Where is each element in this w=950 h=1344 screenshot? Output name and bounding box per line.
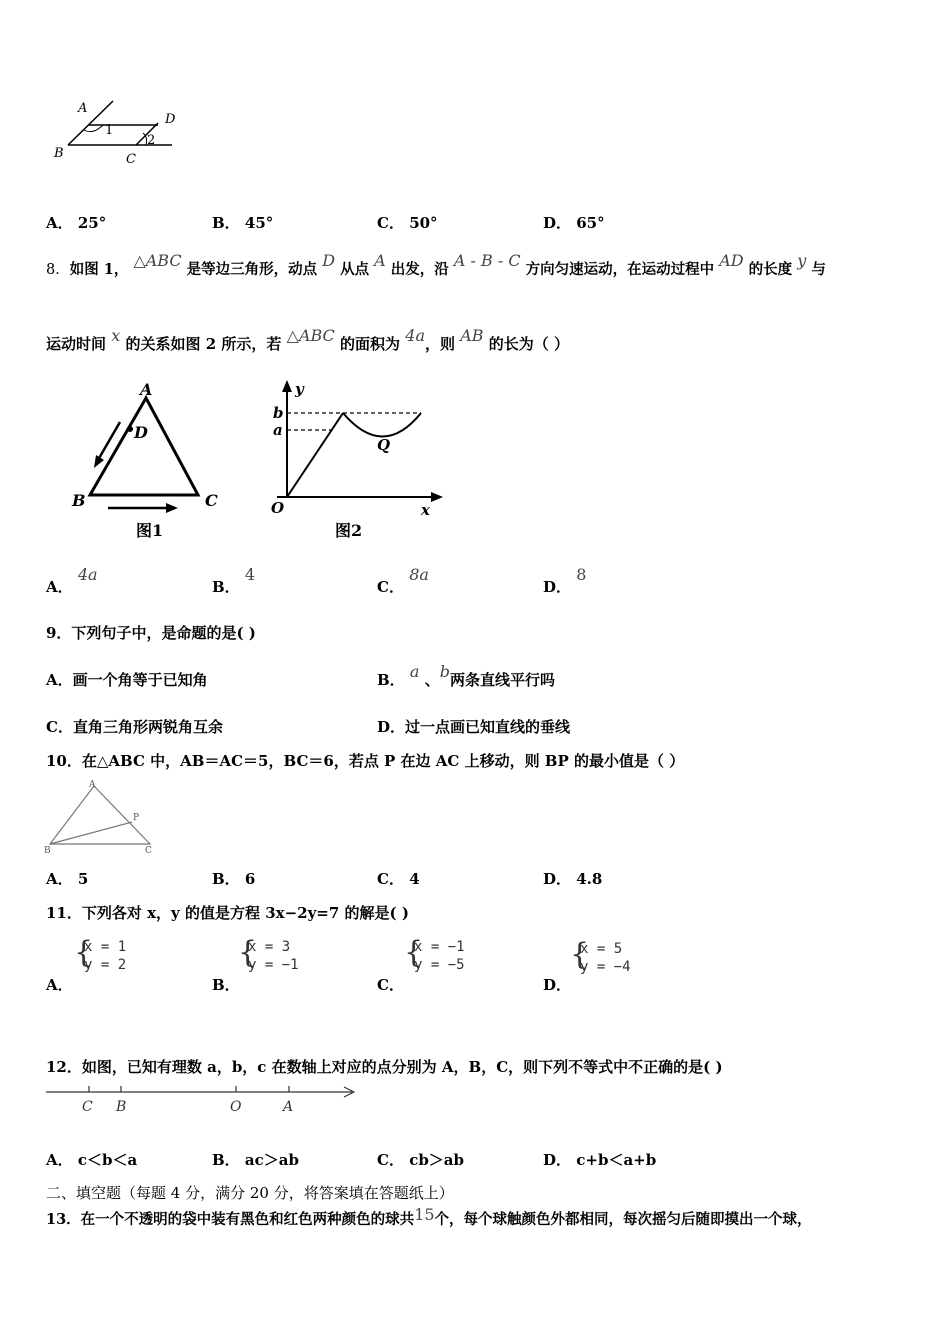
q11-option-b-letter[interactable]: B． [212,976,240,994]
q8-figure-2 [265,380,450,545]
q7-label-d: D [165,112,176,127]
q7-angle-1: 1 [105,123,114,138]
svg-text:C: C [145,846,152,856]
q9-option-a[interactable]: A．画一个角等于已知角 [46,671,208,689]
q11-option-c-system: { x = −1 y = −5 [404,935,465,973]
q7-option-d[interactable]: D． 65° [543,214,605,232]
q10-question: 10．在△ABC 中，AB＝AC＝5，BC＝6，若点 P 在边 AC 上移动，则 BP 的最小值是（ ） [46,752,685,770]
q11-option-d-letter[interactable]: D． [543,976,572,994]
q8-fig2-caption: 图2 [335,521,363,540]
svg-text:P: P [133,813,140,823]
q7-label-c: C [126,152,136,167]
svg-text:B: B [72,491,86,510]
q12-question: 12．如图，已知有理数 a，b，c 在数轴上对应的点分别为 A，B，C，则下列不等式中不正确的是( ) [46,1058,723,1076]
q9-option-b[interactable]: B． a 、b两条直线平行吗 [377,662,555,689]
svg-text:D: D [134,423,148,442]
q10-option-d[interactable]: D． 4.8 [543,870,603,888]
svg-text:A: A [140,380,153,399]
q11-question: 11．下列各对 x，y 的值是方程 3x−2y=7 的解是( ) [46,904,409,922]
svg-text:y: y [295,380,304,398]
q8-option-c[interactable]: C． 8a [377,565,429,596]
q12-option-d[interactable]: D． c+b＜a+b [543,1151,657,1169]
q11-option-b-system: { x = 3 y = −1 [238,935,299,973]
svg-text:O: O [230,1099,242,1115]
q8-line-2: 运动时间 x 的关系如图 2 所示，若 △ABC 的面积为 4a，则 AB 的长为（ ） [46,326,570,353]
q10-option-a[interactable]: A． 5 [46,870,89,888]
svg-text:A: A [283,1099,294,1115]
q11-option-a-letter[interactable]: A． [46,976,73,994]
q12-option-b[interactable]: B． ac＞ab [212,1151,299,1169]
q8-fig1-caption: 图1 [136,521,164,540]
q8-figure-1 [68,380,228,545]
q8-option-d[interactable]: D． 8 [543,565,587,596]
svg-text:Q: Q [377,436,391,454]
q12-option-a[interactable]: A． c＜b＜a [46,1151,138,1169]
q12-option-c[interactable]: C． cb＞ab [377,1151,465,1169]
svg-text:B: B [116,1099,127,1115]
q7-figure [48,95,188,170]
svg-text:B: B [44,846,51,856]
q11-option-a-system: { x = 1 y = 2 [74,935,127,973]
q11-option-c-letter[interactable]: C． [377,976,404,994]
q10-option-c[interactable]: C． 4 [377,870,420,888]
svg-text:x: x [421,501,430,519]
q8-option-a[interactable]: A． 4a [46,565,98,596]
q8-line-1: 8．如图 1， △ABC 是等边三角形，动点 D 从点 A 出发，沿 A - B - C 方向匀速运动，在运动过程中 AD 的长度 y 与 [46,251,826,278]
svg-text:O: O [271,499,285,517]
q10-figure [44,778,156,856]
svg-text:a: a [273,421,283,439]
q9-question: 9．下列句子中，是命题的是( ) [46,624,256,642]
q9-option-c[interactable]: C．直角三角形两锐角互余 [46,718,223,736]
q7-option-b[interactable]: B． 45° [212,214,274,232]
q7-option-c[interactable]: C． 50° [377,214,438,232]
svg-text:b: b [273,404,284,422]
q11-option-d-system: { x = 5 y = −4 [570,937,631,975]
q10-option-b[interactable]: B． 6 [212,870,256,888]
q7-label-b: B [54,146,64,161]
svg-text:C: C [82,1099,93,1115]
section-2-title: 二、填空题（每题 4 分，满分 20 分，将答案填在答题纸上） [46,1184,454,1202]
q13-question: 13．在一个不透明的袋中装有黑色和红色两种颜色的球共15个，每个球触颜色外都相同，每次摇匀后随即摸出一个球， [46,1205,812,1228]
q7-label-a: A [78,101,88,116]
q9-option-d[interactable]: D．过一点画已知直线的垂线 [377,718,571,736]
q8-option-b[interactable]: B． 4 [212,565,256,596]
q7-angle-2: 2 [147,133,156,148]
q8-math-triangle: △ABC [133,251,182,270]
svg-text:A: A [89,780,96,790]
svg-text:C: C [205,491,218,510]
q12-number-line [44,1080,364,1118]
q7-option-a[interactable]: A． 25° [46,214,107,232]
